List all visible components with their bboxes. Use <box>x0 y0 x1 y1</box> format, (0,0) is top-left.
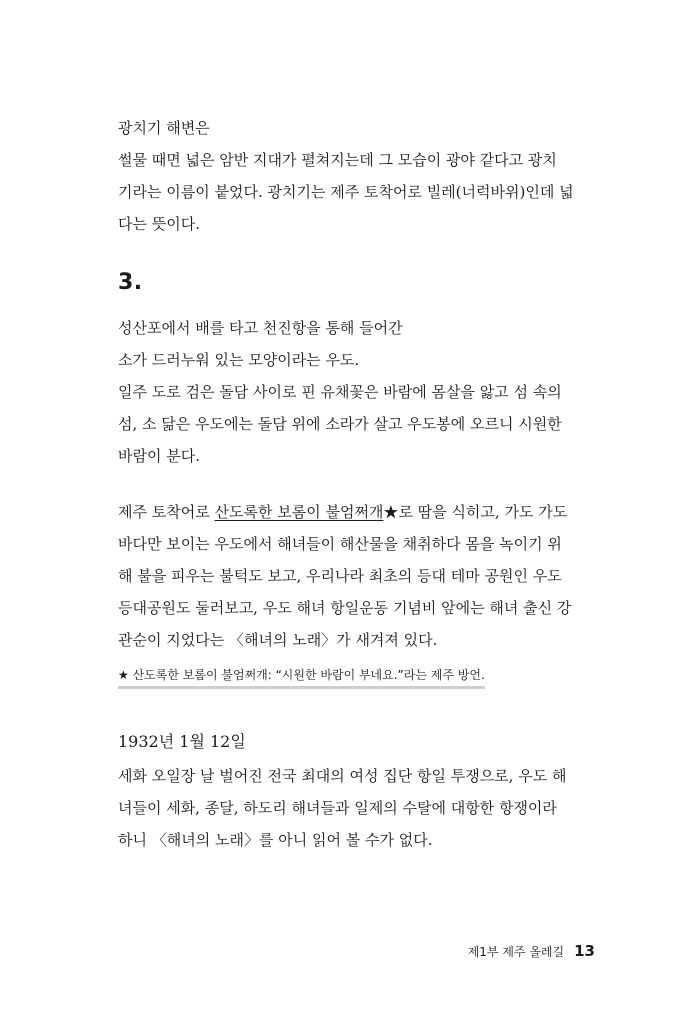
paragraph-line: 일주 도로 검은 돌담 사이로 핀 유채꽃은 바람에 몸살을 앓고 섬 속의 <box>118 383 562 401</box>
paragraph-line: 하니 〈해녀의 노래〉를 아니 읽어 볼 수가 없다. <box>118 831 433 849</box>
text-run: 제주 토착어로 <box>118 503 215 521</box>
paragraph-line: 해 불을 피우는 불턱도 보고, 우리나라 최초의 등대 테마 공원인 우도 <box>118 567 562 585</box>
paragraph-line: 바다만 보이는 우도에서 해녀들이 해산물을 채취하다 몸을 녹이기 위 <box>118 535 562 553</box>
page-number: 13 <box>574 942 595 960</box>
section-number-heading: 3. <box>118 270 143 295</box>
paragraph-line: 관순이 지었다는 〈해녀의 노래〉가 새겨져 있다. <box>118 631 438 649</box>
date-line: 1932년 1월 12일 <box>118 732 246 751</box>
paragraph-line: 섬, 소 닮은 우도에는 돌담 위에 소라가 살고 우도봉에 오르니 시원한 <box>118 415 562 433</box>
paragraph-line: 세화 오일장 날 벌어진 전국 최대의 여성 집단 항일 투쟁으로, 우도 해 <box>118 767 567 785</box>
paragraph-line: 등대공원도 둘러보고, 우도 해녀 항일운동 기념비 앞에는 해녀 출신 강 <box>118 599 572 617</box>
paragraph-line: 소가 드러누워 있는 모양이라는 우도. <box>118 351 360 369</box>
paragraph-line <box>118 496 598 528</box>
paragraph-line: 다는 뜻이다. <box>118 215 200 233</box>
chapter-title: 제1부 제주 올레길 <box>467 945 565 959</box>
page-footer <box>468 942 595 960</box>
footnote: ★ 산도록한 보롬이 불엄쩌개: “시원한 바람이 부네요.”라는 제주 방언. <box>118 664 485 689</box>
paragraph-line: 썰물 때면 넓은 암반 지대가 펼쳐지는데 그 모습이 광야 같다고 광치 <box>118 151 557 169</box>
paragraph-line: 성산포에서 배를 타고 천진항을 통해 들어간 <box>118 319 403 337</box>
paragraph-line: 바람이 분다. <box>118 447 200 465</box>
paragraph-line: 녀들이 세화, 종달, 하도리 해녀들과 일제의 수탈에 대항한 항쟁이라 <box>118 799 557 817</box>
dialect-phrase: 산도록한 보롬이 불엄쩌개 <box>214 503 384 521</box>
footnote-star-marker: ★ <box>383 503 399 521</box>
paragraph-line: 광치기 해변은 <box>118 119 210 137</box>
paragraph-line: 기라는 이름이 붙었다. 광치기는 제주 토착어로 빌레(너럭바위)인데 넓 <box>118 183 574 201</box>
text-run: 로 땀을 식히고, 가도 가도 <box>398 503 568 521</box>
